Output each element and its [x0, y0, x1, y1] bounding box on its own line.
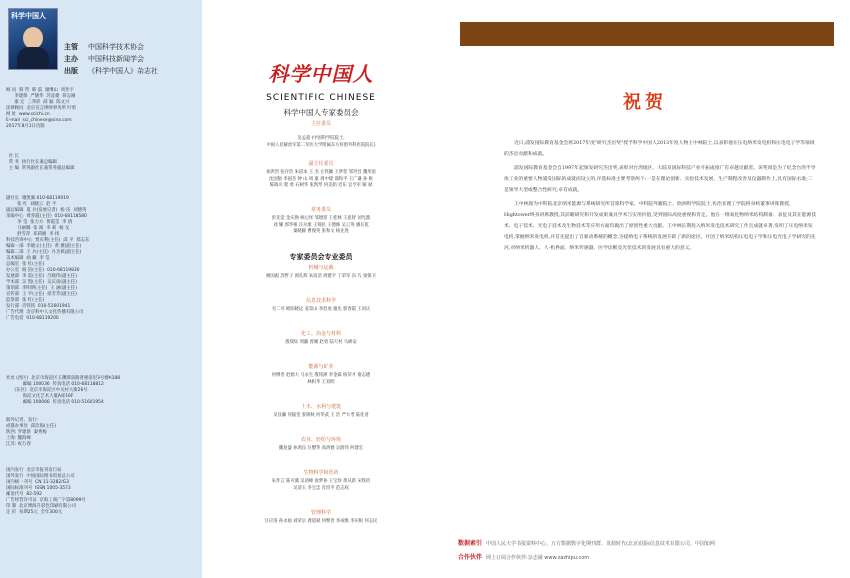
- masthead-line: 科技咨询中心 贾庆利(主任) 邱 平 郑志东: [6, 238, 90, 243]
- vice-chairs-block: [216, 170, 426, 190]
- group-members: [216, 479, 426, 492]
- group-members: [216, 446, 426, 453]
- publisher-key: 主办: [64, 55, 78, 63]
- masthead-line: 邮编 100036 传真电话 010-68118812: [6, 382, 104, 387]
- cover-portrait-body: [17, 47, 49, 69]
- cover-title: 科学中国人: [11, 12, 46, 20]
- committee-title: 科学中国人专家委员会: [283, 108, 359, 117]
- article-paragraph: 近日,浦发国际教育基金会将2017年度"研究杰出奖"授予科学中国人2013年度人物王中林院士,以表彰他在压电纳米发电机和压电电子学等领域的杰出贡献和成就。: [504, 141, 815, 157]
- member-line: 殷瑞钰 周廉 曾刚 赵勇 陆天村 马绵安: [285, 340, 357, 345]
- masthead-line: 法律顾问 北京宣言律师事务所 叶勇: [6, 106, 77, 111]
- masthead-line: 策划部 李明明(主任) 王 涵(副主任): [6, 286, 77, 291]
- publisher-line: [64, 66, 158, 76]
- member-line: 毛二可 欧阳晓远 姜景山 李伯虎 谢先 郭春霞 王同庆: [271, 307, 371, 312]
- group-members: [216, 340, 426, 347]
- masthead-line: 江苏: 祝万春: [6, 442, 31, 447]
- masthead-line: 陕西: 罗建新 秦秀梅: [6, 430, 47, 435]
- group-members: [216, 519, 426, 526]
- masthead-line: 网 址 www.scichi.cn: [6, 112, 50, 117]
- masthead-line: 广告经营许可证 京海工商广字第8099号: [6, 498, 86, 503]
- member-line: 汪应洛 孙永福 刘荣宗 龚道斌 何继善 李成维 李庆根 何志民: [264, 519, 378, 524]
- section-label: 常务委员: [310, 207, 331, 213]
- masthead-line: 舒雪萍 邓莉媛 李 扬: [6, 232, 60, 237]
- header-banner: [460, 22, 834, 46]
- member-line: 中国人民解放军第二军医大学附属东方肝胆外科医院院长): [266, 142, 376, 148]
- member-line: 刘 耀 郭华根 汪尔康 王锦民 王德修 吴云英 潘长乾: [273, 222, 369, 228]
- group-label: 土木、水利与建筑: [300, 404, 341, 410]
- masthead-line: 李建保 严晓华 苏彦捷 蒋志刚: [6, 94, 76, 99]
- member-line: 朱作言 陈可冀 吴清峰 俞梦孙 王宝珍 黄从新 宋铁钧: [271, 479, 371, 484]
- member-line: 沈国舫 李国杰 钟 山 周 康 周中建 邵和平 王广谦 孙 枢: [269, 176, 373, 182]
- masthead-line: 学术部 吴 凯(主任) 吴庆南(副主任): [6, 280, 77, 285]
- masthead-line: 副社长 谢凯翼 010-68119019: [6, 196, 69, 201]
- member-line: 魏复盛 孙鸿良 汪懋华 高鸿德 吴蔚伟 何建宏: [278, 446, 364, 451]
- member-line: 孙鸿烈 张存浩 朱道本 王 杰 左铁镛 王梦恕 邹世昌 魏奉思: [266, 170, 376, 175]
- group-members: [216, 274, 426, 281]
- footer-value: 中国人民大学书报资料中心、万方数据数字化期刊群、龙源时代(北京)国际信息技术有限公司、中国知网: [486, 541, 715, 547]
- members-heading: 专家委员会专业委员: [289, 253, 353, 261]
- masthead-line: 张 红 刘晓云 赵 平: [6, 202, 57, 207]
- article-paragraph: 王中林现为中科院北京纳米能源与系统研究所首席科学家、中科院外籍院士、欧洲科学院院士,佐治亚理工学院终身校董事讲席教授、Hightower终身讲席教授,其前瞻研究和开发成果兼具学术与实用价值,受到国际高度重视和肯定。他在一维氧化物纳米结构制备、表征及其在能源技术、电子技术、光电子技术及生物技术等应用方面均做出了原创性重大贡献。王中林长期投入纳米发电技术研究工作且成就卓著,发明了压电纳米发电机,掌握纳米发电机,并首先提出了自驱动系统的概念,为提纳电子系统的发展开辟了新的途径。开创了纳米结构压电电子学和压电光电子学研究的先河,对纳米机器人、人-机界面、纳米传感器、医学诊断及光伏技术的发展具有重大的意义。: [504, 202, 817, 251]
- group-members: [216, 413, 426, 420]
- masthead-column: [0, 0, 202, 578]
- publisher-line: [64, 54, 144, 64]
- group-label: 机械与运载: [308, 265, 334, 271]
- committee-column: [202, 0, 440, 578]
- group-label: 管理科学: [310, 510, 331, 516]
- masthead-line: 邮发代号 82-592: [6, 492, 42, 497]
- masthead-line: 采编中心 黄青霞(主任) 010-68118580: [6, 214, 87, 219]
- cover-thumbnail[interactable]: [8, 8, 58, 70]
- masthead-distribution: [6, 468, 196, 516]
- member-line: 顾国彪 苏哲子 郭孔辉 朱高浩 周建平 丁荣军 向 巧 梁保卫: [266, 274, 376, 279]
- section-label: 主任委员: [310, 121, 331, 127]
- masthead-line: 总编室 张 红(主任): [6, 262, 45, 267]
- masthead-staff: [6, 196, 196, 322]
- masthead-address: [6, 376, 196, 406]
- honorary-block: [216, 136, 426, 149]
- masthead-line: 印 制 北京博海升彩色印刷有限公司: [6, 504, 77, 509]
- masthead-line: 社 长: [6, 154, 19, 159]
- publisher-key: 出版: [64, 67, 78, 75]
- logo-chinese: 科学中国人: [268, 62, 374, 86]
- masthead-line: 国内发行 北京市报刊发行局: [6, 468, 62, 473]
- group-label: 化工、冶金与材料: [300, 331, 341, 337]
- masthead-line: (东区) 北京市海淀区中关村大街26号: [6, 388, 88, 393]
- member-line: 陈钺川 程 勇 石树华 张凯琴 何美娟 迟东 宜亨军 解 斌: [269, 183, 373, 189]
- group-label: 生物科学和医药: [303, 470, 339, 476]
- article-body: [504, 138, 816, 257]
- masthead-line: 广告代理 北京科中人文化传播有限公司: [6, 310, 84, 315]
- masthead-line: 康 宏 三邦彰 薛 颖 陈文兴: [6, 100, 70, 105]
- masthead-line: 马丽娜 张 闻 李 莉 杨 戈: [6, 226, 70, 231]
- member-line: 林积华 王双明: [307, 379, 335, 385]
- footer-key: 合作伙伴: [458, 554, 483, 561]
- masthead-line: 李 莹 张力方 黄霞莹 李 倩: [6, 220, 73, 225]
- masthead-line: 国外发行 中国国际图书贸易总公司: [6, 474, 75, 479]
- section-label: 副主任委员: [308, 161, 334, 167]
- masthead-line: 上海: 魏海峰: [6, 436, 31, 441]
- masthead-line: 发行部 肖铁铭 010-51601941: [6, 304, 71, 309]
- group-label: 农业、轻纺与环境: [300, 437, 341, 443]
- masthead-top: [6, 88, 196, 130]
- masthead-leaders: [6, 154, 196, 172]
- masthead-line: 广告电话 010-68119200: [6, 316, 59, 321]
- publisher-value: 中国科学技术协会: [88, 43, 144, 51]
- masthead-line: 编辑一部 李晓文(主任) 黄 捷(副主任): [6, 244, 82, 249]
- footer-index: [458, 538, 715, 547]
- member-line: 何继善 赵源大 马永生 殷铭洲 李金霖 杨荣才 俞志德: [271, 373, 371, 378]
- masthead-line: 成都办事处 邱浩海(主任): [6, 424, 57, 429]
- masthead-line: 定 价 每期25元 全年300元: [6, 510, 63, 515]
- masthead-line: 办公室 杨 洁(主任) 010-68119830: [6, 268, 80, 273]
- group-members: [216, 307, 426, 314]
- footer-partner: [458, 552, 589, 561]
- masthead-line: 社址 (西区) 北京市海淀区玉渊潭南路普惠南里3号楼A188: [6, 376, 120, 381]
- masthead-line: 邮编 100066 传真电话 010-51601954: [6, 400, 104, 405]
- member-line: 吴孟超 (中国科学院院士,: [297, 136, 345, 141]
- group-label: 信息技术科学: [305, 298, 336, 304]
- footer-value: 网上订阅合作伙伴:杂志铺 www.zazhipu.com: [486, 555, 590, 561]
- masthead-line: 主 编 常务副社长兼常务副总编辑: [6, 166, 75, 171]
- article-paragraph: 浦发国际教育基金会自1997年起颁发研究杰出奖,表彰对台湾地区、大陆及国际科技产业开拓或推广有卓越贡献者。该奖项是为了纪念台湾半导体工业的重要人物浦发国际的成就而设立的,评选标准主要考察两个:一是在理论创新、实验技术发展、生产制程改善及仪器制作上,具有国际水准;二是领导大型或整合性研究,卓有成就。: [504, 166, 816, 193]
- masthead-line: 国际标准刊号 ISSN 1005-3573: [6, 486, 71, 491]
- masthead-branches: [6, 418, 196, 448]
- masthead-line: E-mail sci_chinese@sina.com: [6, 118, 72, 123]
- masthead-line: 海淀文化艺术大厦A座16F: [6, 394, 74, 399]
- publisher-key: 主管: [64, 43, 78, 51]
- masthead-line: 宣传部 王 平(主任) 徐芳芳(副主任): [6, 292, 77, 297]
- article-column: [440, 0, 850, 578]
- masthead-line: 国内统一刊号 CN 11-3282/G3: [6, 480, 69, 485]
- member-line: 吴清玉 李宝忠 肖坦平 范志权: [293, 485, 349, 491]
- publisher-value: 中国科技新闻学会: [88, 55, 144, 63]
- masthead-line: 监察部 张 红(主任): [6, 298, 45, 303]
- masthead-line: 顾 问 韩 啓 韩 震 谢继山 周作宇: [6, 88, 75, 93]
- standing-block: [216, 216, 426, 236]
- masthead-line: 联外记者、发行:: [6, 418, 39, 423]
- article-title: 祝贺: [623, 92, 667, 113]
- logo-english: SCIENTIFIC CHINESE: [266, 93, 376, 103]
- masthead-line: 2017年8月1日出版: [6, 124, 45, 129]
- group-members: [216, 373, 426, 386]
- masthead-line: 副总编辑 夏 兵(发展记者) 杨 洁 刘德英: [6, 208, 87, 213]
- member-line: 吴良镛 何镜堂 张锦秋 何华武 王 浩 严大考 陆化普: [273, 413, 369, 418]
- publisher-value: 《科学中国人》杂志社: [88, 67, 158, 75]
- masthead-line: 美术编辑 曲 藏 李 莹: [6, 256, 50, 261]
- footer-key: 数据索引: [458, 540, 483, 547]
- member-line: 彭先觉 金庆焕 顾心怿 邹德慈 王桂林 王思智 刘光鼎: [271, 216, 371, 221]
- member-line: 秦晓颖 曹俊英 张和文 杨先进: [293, 229, 349, 235]
- publisher-line: [64, 42, 144, 52]
- masthead-line: 常 务 执行社长兼总编辑: [6, 160, 57, 165]
- group-label: 能源与矿业: [308, 364, 334, 370]
- cover-portrait-icon: [23, 27, 43, 49]
- masthead-line: 编辑二部 王 兵(主任) 丹杰祺(副主任): [6, 250, 82, 255]
- masthead-line: 发展部 李 雷(主任) 吕晓伟(副主任): [6, 274, 77, 279]
